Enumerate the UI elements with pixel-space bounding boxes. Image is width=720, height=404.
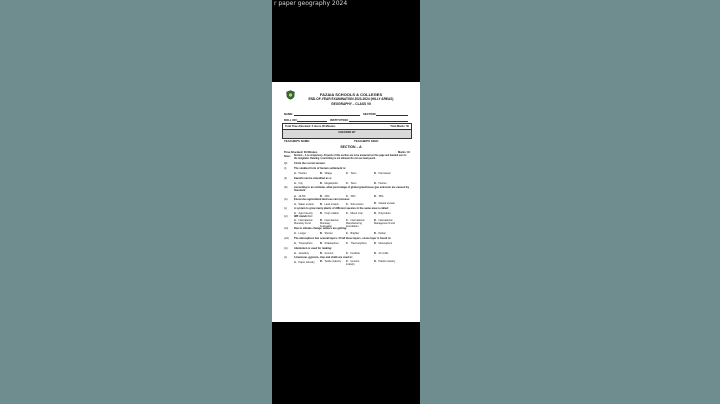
- options-row: [284, 219, 414, 228]
- subject-title: GEOGRAPHY – CLASS VII: [331, 101, 371, 106]
- option-letter: D.: [374, 260, 377, 263]
- option-text: Crop rotation: [324, 212, 339, 215]
- question-text: Excessive agricultural land use can increase:: [294, 198, 350, 201]
- option-text: Megalopolis: [324, 182, 338, 185]
- option-letter: C.: [346, 203, 349, 206]
- option-a[interactable]: [294, 261, 315, 264]
- option-text: Land erosion: [324, 203, 339, 206]
- option-text: Shorter: [324, 232, 333, 235]
- question-number: (ii): [284, 177, 287, 180]
- question-number: (x): [284, 256, 288, 259]
- option-letter: B.: [320, 219, 323, 222]
- option-letter: C.: [346, 232, 349, 235]
- institution-line: [349, 121, 408, 122]
- option-letter: C.: [346, 195, 349, 198]
- option-text: Darker: [378, 232, 387, 235]
- option-text: Brighter: [350, 232, 360, 235]
- option-text: City: [298, 182, 303, 185]
- option-letter: D.: [374, 182, 377, 185]
- option-letter: A.: [294, 261, 297, 264]
- option-text: Village: [324, 172, 332, 175]
- option-letter: A.: [294, 195, 297, 198]
- option-letter: B.: [320, 252, 323, 255]
- question-number: (vii): [284, 227, 289, 230]
- option-letter: C.: [346, 212, 349, 215]
- question-text: The atmosphere has several layers. Of all these layers, ozone layer is found in:: [294, 237, 392, 240]
- options-row: [284, 261, 414, 265]
- option-b[interactable]: [320, 172, 332, 175]
- option-text: Jewellery: [298, 252, 309, 255]
- option-a[interactable]: [294, 220, 316, 226]
- roll-line: [297, 121, 327, 122]
- option-letter: C.: [346, 172, 349, 175]
- option-a[interactable]: [294, 242, 313, 245]
- option-letter: D.: [374, 172, 377, 175]
- school-logo-icon: [286, 90, 295, 102]
- option-a[interactable]: [294, 252, 309, 255]
- option-text: Thermosphere: [350, 242, 367, 245]
- option-b[interactable]: [320, 203, 339, 206]
- total-marks: Total Marks: 50: [390, 124, 409, 128]
- question-text: A system to grow many plants of different species in the same area is called:: [294, 207, 389, 210]
- option-text: Town: [350, 182, 357, 185]
- question-number: (ix): [284, 247, 288, 250]
- time-allowed: Total Time Allocated: 2 Hours 30 Minutes: [285, 124, 336, 128]
- option-c[interactable]: [346, 261, 368, 267]
- option-b[interactable]: [320, 252, 333, 255]
- option-d[interactable]: [374, 182, 386, 185]
- option-letter: B.: [320, 242, 323, 245]
- option-text: Agro forestry: [298, 212, 313, 215]
- option-a[interactable]: [294, 182, 303, 185]
- option-a[interactable]: [294, 172, 306, 175]
- option-letter: D.: [374, 212, 377, 215]
- note-text: Section – A is compulsory. All parts of this section are to be answered on this page and handed over to the invigilator. Deleting / overwriting is not allowed. Do not use lead pencil.: [294, 155, 407, 160]
- option-text: Stratosphere: [324, 242, 339, 245]
- option-text: Air crafts: [378, 252, 389, 255]
- option-d[interactable]: [374, 261, 396, 264]
- option-text: International Monetary Fund: [294, 219, 313, 225]
- option-letter: A.: [294, 252, 297, 255]
- option-letter: D.: [374, 195, 377, 198]
- option-d[interactable]: [374, 203, 396, 206]
- option-text: Hamlet: [378, 182, 387, 185]
- institution-label: INSTITUTION:: [330, 118, 349, 122]
- question-number: (v): [284, 207, 288, 210]
- option-c[interactable]: [346, 172, 356, 175]
- option-text: Farmstead: [378, 172, 391, 175]
- note-label: Note:: [284, 155, 291, 158]
- option-d[interactable]: [374, 242, 392, 245]
- option-d[interactable]: [374, 252, 388, 255]
- option-letter: C.: [346, 182, 349, 185]
- option-text: Hamlet: [298, 172, 307, 175]
- option-b[interactable]: [320, 261, 342, 264]
- option-letter: B.: [320, 232, 323, 235]
- option-letter: A.: [294, 203, 297, 206]
- name-label: NAME:: [284, 112, 294, 116]
- option-text: Textile industry: [324, 260, 342, 263]
- option-text: Longer: [298, 232, 307, 235]
- option-d[interactable]: [374, 220, 396, 226]
- option-text: Paper industry: [298, 261, 315, 264]
- option-text: Troposphere: [298, 242, 313, 245]
- option-letter: D.: [374, 242, 377, 245]
- option-letter: A.: [294, 172, 297, 175]
- option-letter: B.: [320, 203, 323, 206]
- option-c[interactable]: [346, 232, 359, 235]
- option-letter: D.: [374, 232, 377, 235]
- option-text: Plastic industry: [378, 260, 396, 263]
- roll-label: ROLL NO:: [284, 118, 298, 122]
- option-text: Mesosphere: [378, 242, 393, 245]
- option-text: International Manufacturing Foundation: [346, 219, 365, 228]
- option-text: International Management Fund: [374, 219, 395, 225]
- option-text: Cement: [324, 252, 334, 255]
- question-number: (vi): [284, 215, 288, 218]
- option-text: International Monetary Federation: [320, 219, 339, 228]
- option-letter: C.: [346, 219, 349, 222]
- option-letter: B.: [320, 172, 323, 175]
- option-text: 20%: [324, 195, 330, 198]
- option-letter: A.: [294, 212, 297, 215]
- option-letter: A.: [294, 182, 297, 185]
- question-number: (iii): [284, 186, 288, 189]
- option-text: Mixed crop: [350, 212, 363, 215]
- exam-paper: [272, 82, 420, 322]
- question-text: Karachi can be classified as a:: [294, 177, 332, 180]
- options-row: [284, 242, 414, 246]
- option-text: Fertilizer: [350, 252, 361, 255]
- question-text: Aluminium is used for making:: [294, 247, 332, 250]
- option-b[interactable]: [320, 182, 338, 185]
- question-number: (i): [284, 167, 287, 170]
- option-letter: D.: [374, 202, 377, 205]
- options-row: [284, 172, 414, 176]
- checked-by-label: CHECKED BY: [338, 131, 356, 134]
- teacher-sign-label: TEACHER'S SIGN:: [354, 139, 379, 143]
- option-letter: B.: [320, 195, 323, 198]
- option-letter: A.: [294, 232, 297, 235]
- q1-instruction: Circle the correct answer.: [294, 162, 326, 165]
- option-b[interactable]: [320, 242, 339, 245]
- option-text: Soil erosion: [350, 203, 364, 206]
- question-text: Limestone, gypsum, clay and chalk are used in:: [294, 256, 353, 259]
- question-number: (viii): [284, 237, 289, 240]
- option-letter: A.: [294, 219, 297, 222]
- section-a-title: SECTION – A: [340, 145, 362, 149]
- question-text: IMF stands for:: [294, 215, 313, 218]
- option-text: Town: [350, 172, 357, 175]
- question-3: [284, 186, 414, 191]
- option-letter: C.: [346, 260, 349, 263]
- option-a[interactable]: [294, 232, 306, 235]
- option-letter: B.: [320, 260, 323, 263]
- option-text: 14.5%: [298, 195, 306, 198]
- option-text: Water erosion: [298, 203, 314, 206]
- teacher-name-label: TEACHER'S NAME:: [284, 139, 310, 143]
- option-text: Cement industry: [346, 260, 360, 266]
- video-frame[interactable]: [272, 0, 420, 404]
- exam-title: END-OF-YEAR EXAMINATION 2023-2024 (HILLY AREAS): [308, 97, 394, 101]
- checked-by-box: [282, 129, 412, 139]
- option-d[interactable]: [374, 232, 386, 235]
- option-text: Polyculture: [378, 212, 391, 215]
- option-c[interactable]: [346, 182, 356, 185]
- school-name: FAZAIA SCHOOLS & COLLEGES: [319, 92, 383, 97]
- option-letter: B.: [320, 212, 323, 215]
- option-letter: B.: [320, 182, 323, 185]
- options-row: [284, 232, 414, 236]
- option-a[interactable]: [294, 203, 314, 206]
- section-time: Time Allocated: 30 Minutes: [284, 151, 318, 154]
- option-c[interactable]: [346, 252, 360, 255]
- question-text: Due to climate change, winters are getting:: [294, 227, 347, 230]
- name-line: [294, 115, 360, 116]
- option-text: Glacial erosion: [378, 202, 396, 205]
- option-letter: C.: [346, 252, 349, 255]
- option-letter: C.: [346, 242, 349, 245]
- option-letter: D.: [374, 252, 377, 255]
- option-b[interactable]: [320, 232, 333, 235]
- option-d[interactable]: [374, 172, 390, 175]
- q1-number: Q1.: [284, 162, 289, 165]
- question-text: According to an estimate, what percentage of global greenhouse gas emission are caused by livestock:: [294, 186, 410, 192]
- option-letter: D.: [374, 219, 377, 222]
- option-c[interactable]: [346, 203, 364, 206]
- question-text: The smallest form of human settlement is:: [294, 167, 347, 170]
- option-c[interactable]: [346, 242, 367, 245]
- question-number: (iv): [284, 198, 288, 201]
- option-text: 35%: [378, 195, 384, 198]
- option-text: 30%: [350, 195, 356, 198]
- option-letter: A.: [294, 242, 297, 245]
- section-label: SECTION:: [363, 112, 377, 116]
- video-title: r paper geography 2024: [274, 0, 348, 7]
- section-marks: Marks: 10: [398, 151, 410, 154]
- section-line: [376, 115, 408, 116]
